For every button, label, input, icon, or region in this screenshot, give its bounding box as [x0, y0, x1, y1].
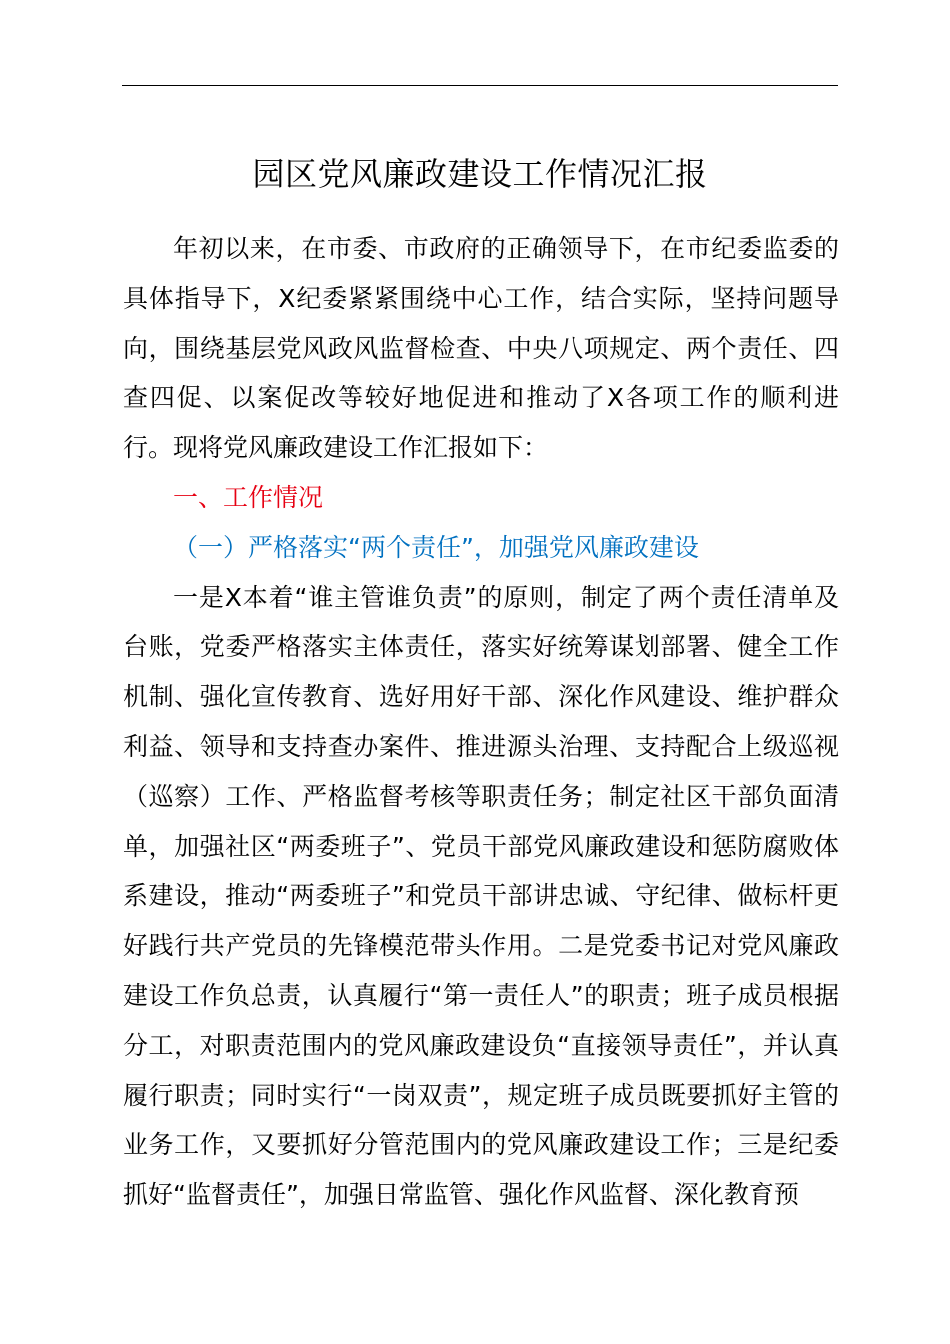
document-title: 园区党风廉政建设工作情况汇报 [252, 155, 708, 193]
section-heading: 一、工作情况 [173, 482, 324, 512]
intro-paragraph: 年初以来，在市委、市政府的正确领导下，在市纪委监委的具体指导下，X纪委紧紧围绕中心工作，结合实际，坚持问题导向，围绕基层党风政风监督检查、中央八项规定、两个责任、四查四促、以案促改等较好地促进和推动了X各项工作的顺利进行。现将党风廉政建设工作汇报如下： [123, 234, 839, 463]
subsection-paragraph: 一是X本着“谁主管谁负责”的原则，制定了两个责任清单及台账，党委严格落实主体责任，落实好统筹谋划部署、健全工作机制、强化宣传教育、选好用好干部、深化作风建设、维护群众利益、领导和支持查办案件、推进源头治理、支持配合上级巡视（巡察）工作、严格监督考核等职责任务；制定社区干部负面清单，加强社区“两委班子”、党员干部党风廉政建设和惩防腐败体系建设，推动“两委班子”和党员干部讲忠诚、守纪律、做标杆更好践行共产党员的先锋模范带头作用。二是党委书记对党风廉政建设工作负总责，认真履行“第一责任人”的职责；班子成员根据分工，对职责范围内的党风廉政建设负“直接领导责任”，并认真履行职责；同时实行“一岗双责”，规定班子成员既要抓好主管的业务工作，又要抓好分管范围内的党风廉政建设工作；三是纪委抓好“监督责任”，加强日常监管、强化作风监督、深化教育预 [123, 582, 839, 1210]
header-rule [122, 85, 838, 86]
subsection-heading: （一）严格落实“两个责任”，加强党风廉政建设 [173, 532, 699, 562]
document-body [123, 224, 839, 1220]
